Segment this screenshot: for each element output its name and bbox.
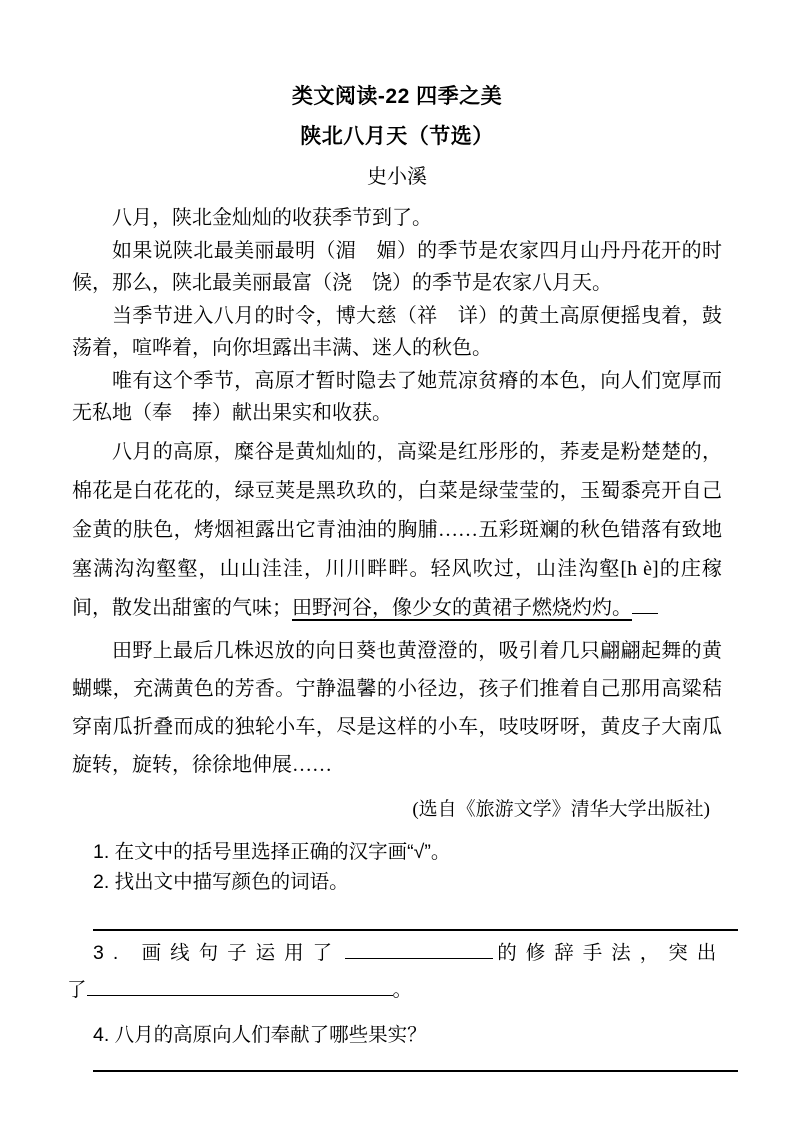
- question-3-suffix: 的修辞手法，突出: [497, 941, 726, 964]
- question-4: 4. 八月的高原向人们奉献了哪些果实？: [93, 1023, 427, 1046]
- article-paragraph-4: 唯有这个季节，高原才暂时隐去了她荒凉贫瘠的本色，向人们宽厚而无私地（奉 捧）献出果实和收获。: [72, 369, 722, 424]
- question-1: 1. 在文中的括号里选择正确的汉字画“√”。: [93, 840, 451, 863]
- underline-tail: [632, 593, 658, 614]
- question-2: 2. 找出文中描写颜色的词语。: [93, 871, 349, 893]
- article-paragraph-6: 田野上最后几株迟放的向日葵也黄澄澄的，吸引着几只翩翩起舞的黄蝴蝶，充满黄色的芳香。宁静温馨的小径边，孩子们推着自己那用高粱秸穿南瓜折叠而成的独轮小车，尽是这样的小车，吱吱呀呀，黄皮子大南瓜旋转，旋转，徐徐地伸展……: [72, 639, 722, 776]
- article-paragraph-1: 八月，陕北金灿灿的收获季节到了。: [112, 207, 432, 229]
- answer-blank-2: [87, 976, 393, 996]
- article-paragraph-3: 当季节进入八月的时令，博大慈（祥 详）的黄土高原便摇曳着，鼓荡着，喧哗着，向你坦露出丰满、迷人的秋色。: [72, 304, 722, 359]
- article-paragraph-5: [72, 433, 722, 628]
- article-paragraph-2: 如果说陕北最美丽最明（湄 媚）的季节是农家四月山丹丹花开的时候，那么，陕北最美丽最富（浇 饶）的季节是农家八月天。: [72, 239, 722, 294]
- question-3-line-2: [67, 972, 722, 1008]
- question-3-period: 。: [392, 978, 413, 1001]
- questions-section: [67, 837, 726, 1073]
- underlined-sentence: 田野河谷，像少女的黄裙子燃烧灼灼。: [292, 596, 632, 619]
- answer-line-2: [93, 1070, 738, 1072]
- source-attribution: (选自《旅游文学》清华大学出版社): [412, 798, 710, 820]
- page-title: 类文阅读-22 四季之美: [291, 85, 503, 108]
- question-3-line2-prefix: 了: [67, 978, 87, 1001]
- article-title: 陕北八月天（节选）: [300, 125, 494, 148]
- answer-line-1: [93, 929, 738, 931]
- paragraph-5-text: 八月的高原，糜谷是黄灿灿的，高粱是红彤彤的，荞麦是粉楚楚的，棉花是白花花的，绿豆荚是黑玖玖的，白菜是绿莹莹的，玉蜀黍亮开自己金黄的肤色，烤烟袒露出它青油油的胸脯……五彩斑斓的秋色错落有致地塞满沟沟壑壑，山山洼洼，川川畔畔。轻风吹过，山洼沟壑[h è]的庄稼间，散发出甜蜜的气味；: [72, 440, 722, 619]
- author-name: 史小溪: [367, 166, 427, 188]
- question-3-line-1: [93, 936, 726, 970]
- question-3-prefix: 3. 画线句子运用了: [93, 941, 342, 964]
- answer-blank-1: [345, 939, 493, 959]
